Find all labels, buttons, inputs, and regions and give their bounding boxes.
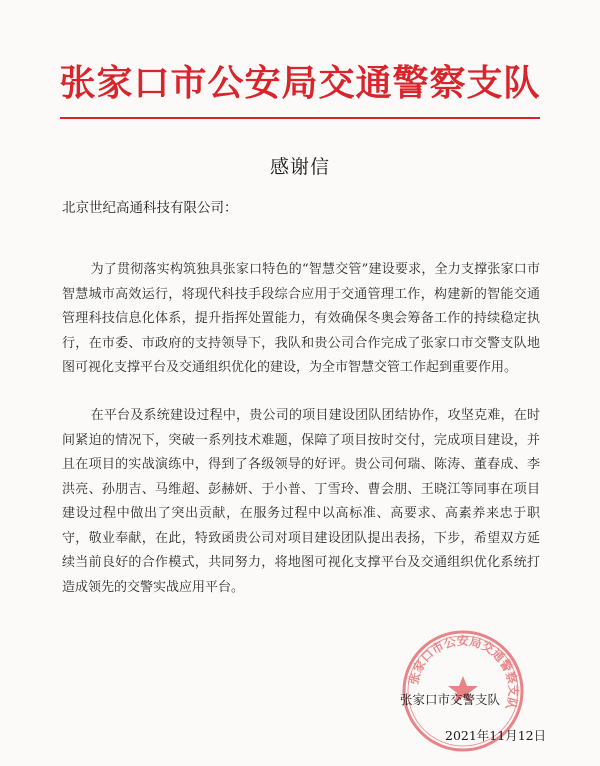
letterhead-org-name: 张家口市公安局交通警察支队 [59,63,541,104]
letter-paragraph-1: 为了贯彻落实构筑独具张家口特色的“智慧交管”建设要求，全力支撑张家口市智慧城市高效运行，将现代科技手段综合应用于交通管理工作，构建新的智能交通管理科技信息化体系，提升指挥处置能力，有效确保冬奥会筹备工作的持续稳定执行，在市委、市政府的支持领导下，我队和贵公司合作完成了张家口市交警支队地图可视化支撑平台及交通组织优化的建设，为全市智慧交管工作起到重要作用。 [62,262,540,375]
signature-date: 2021年11月12日 [445,728,547,743]
seal-text: 张家口市公安局交通警察支队 [406,633,521,712]
letter-paragraph-2: 在平台及系统建设过程中，贵公司的项目建设团队团结协作，攻坚克难，在时间紧迫的情况下，突破一系列技术难题，保障了项目按时交付，完成项目建设，并且在项目的实战演练中，得到了各级领导的好评。贵公司何瑞、陈涛、董春成、李洪亮、孙朋吉、马维超、彭赫妍、于小普、丁雪玲、曹会朋、王晓江等同事在项目建设过程中做出了突出贡献，在服务过程中以高标准、高要求、高素养来忠于职守，敬业奉献，在此，特致函贵公司对项目建设团队提出表扬，下步，希望双方延续当前良好的合作模式，共同努力，将地图可视化支撑平台及交通组织优化系统打造成领先的交警实战应用平台。 [62,408,540,595]
letter-title: 感谢信 [269,156,330,178]
letterhead-divider [60,117,540,119]
letter-salutation: 北京世纪高通科技有限公司： [62,200,238,216]
signature-org: 张家口市交警支队 [400,692,501,707]
